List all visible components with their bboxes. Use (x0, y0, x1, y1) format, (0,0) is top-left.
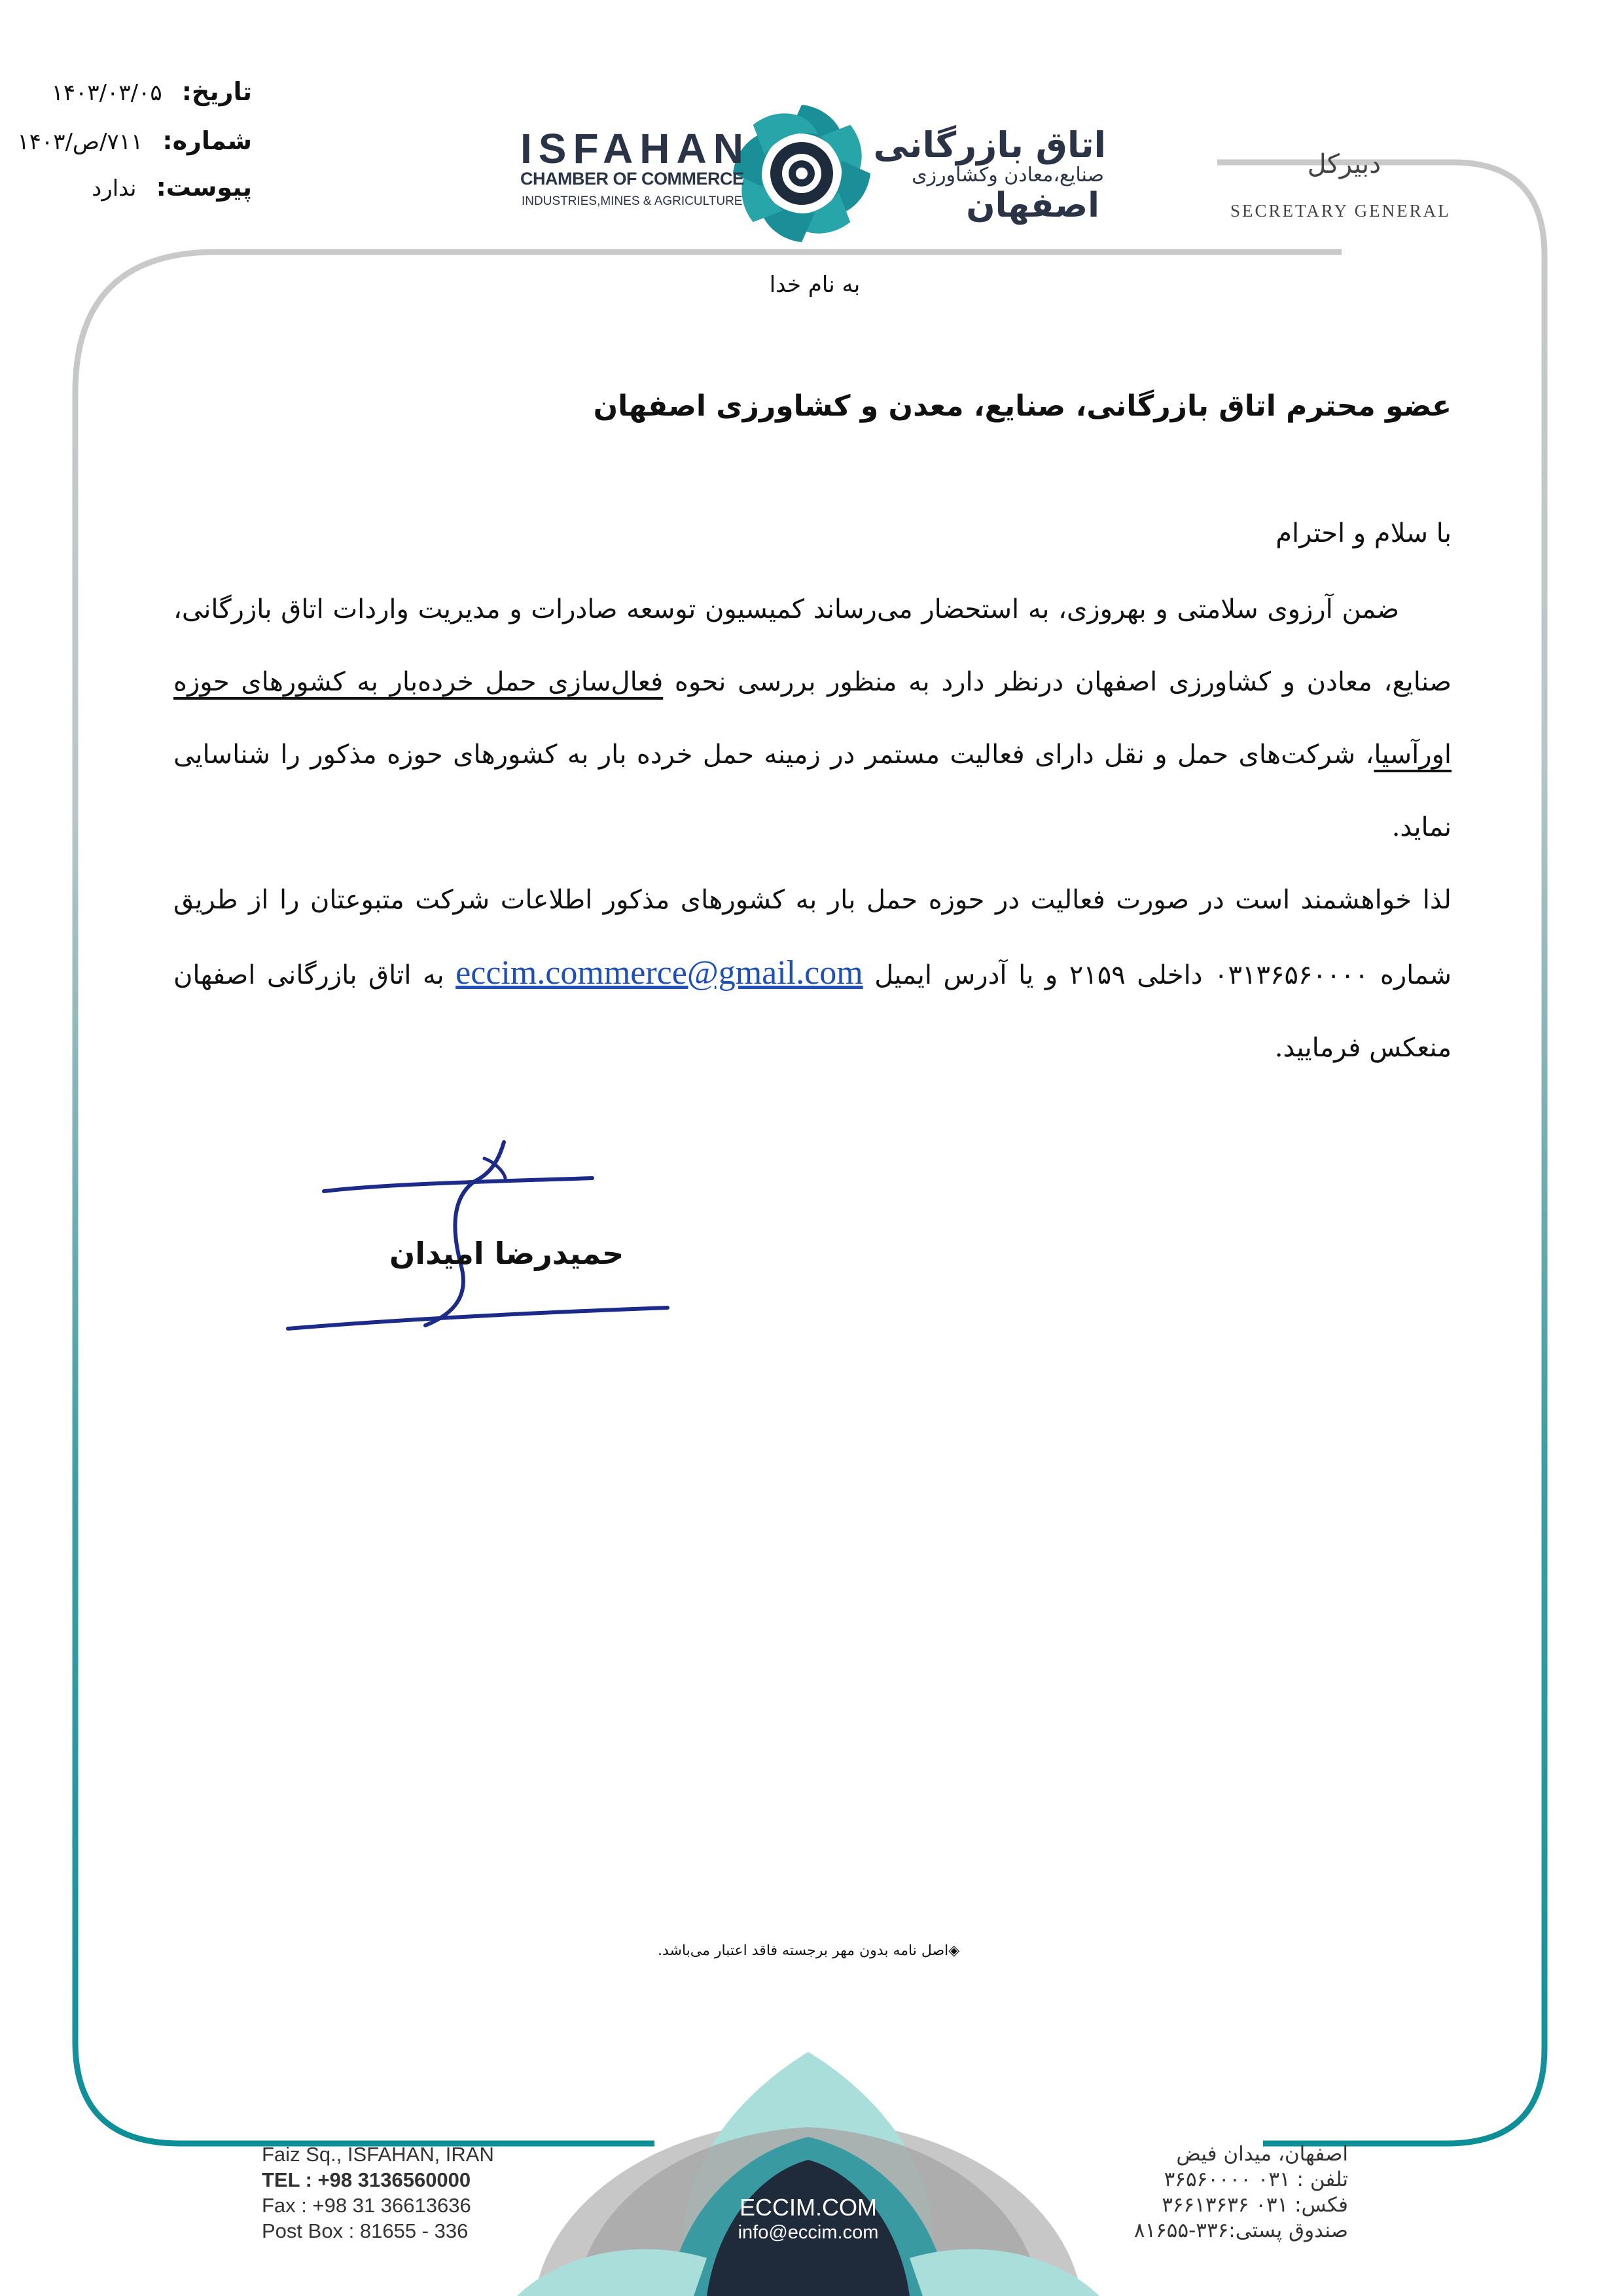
logo-en-line3: INDUSTRIES,MINES & AGRICULTURE (522, 194, 743, 208)
footer-fa-tel: تلفن : ۰۳۱ ۳۶۵۶۰۰۰۰ (1164, 2168, 1348, 2191)
footer-en-address: Faiz Sq., ISFAHAN, IRAN (262, 2143, 494, 2166)
footer-emblem (517, 2052, 1099, 2296)
logo-fa-line2: صنایع،معادن وکشاورزی (912, 164, 1104, 187)
frame-border-top-right (1217, 162, 1544, 2144)
office-fa: دبیرکل (1307, 149, 1381, 179)
footer-en-pobox: Post Box : 81655 - 336 (262, 2219, 469, 2242)
recipient-line: عضو محترم اتاق بازرگانی، صنایع، معدن و کشاورزی اصفهان (593, 389, 1452, 423)
date-row (52, 77, 252, 106)
basmala: به نام خدا (769, 272, 861, 298)
footer-fa-fax: فکس: ۰۳۱ ۳۶۶۱۳۶۳۶ (1162, 2193, 1348, 2217)
date-value: ۱۴۰۳/۰۳/۰۵ (51, 80, 162, 106)
attachment-value: ندارد (92, 175, 137, 202)
footer-en-contact (262, 2142, 494, 2244)
footer-fa-address: اصفهان، میدان فیض (1176, 2142, 1348, 2166)
number-value: ۷۱۱/ص/۱۴۰۳ (17, 129, 143, 155)
p1-text-a: ضمن آرزوی سلامتی و بهروزی، به استحضار می‌رساند کمیسیون توسعه صادرات و مدیریت واردات اتاق بازرگانی، صنایع، معادن و کشاورزی اصفهان درنظر دارد به منظور بررسی نحوه (173, 594, 1452, 697)
footer-site-email[interactable]: info@eccim.com (738, 2222, 879, 2243)
footer-en-tel: +98 3136560000 (317, 2168, 471, 2191)
number-label: شماره: (162, 126, 252, 155)
p2-text-a: لذا خواهشمند است در صورت فعالیت در حوزه حمل بار به کشورهای مذکور اطلاعات شرکت متبوعتان را از طریق شماره ۰۳۱۳۶۵۶۰۰۰۰ داخلی ۲۱۵۹ و یا آدرس ایمیل (173, 885, 1452, 990)
footer-website[interactable]: ECCIM.COM (740, 2194, 877, 2221)
frame-border-left (75, 252, 1342, 2144)
footer-fa-pobox: صندوق پستی:۳۳۶-۸۱۶۵۵ (1133, 2219, 1348, 2242)
attachment-row (92, 173, 252, 202)
number-row (17, 126, 252, 155)
p1-underlined: فعال‌سازی حمل خرده‌بار به کشورهای حوزه اورآسیا (173, 667, 1452, 770)
logo-fa-line3: اصفهان (966, 186, 1099, 225)
logo-en-line2: CHAMBER OF COMMERCE (520, 169, 744, 188)
footer-en-tel-label: TEL : (262, 2168, 318, 2191)
body-paragraph-2 (173, 864, 1452, 1085)
greeting: با سلام و احترام (1275, 518, 1452, 548)
footer-en-tel-row (262, 2167, 494, 2193)
date-label: تاریخ: (181, 77, 252, 106)
email-link[interactable]: eccim.commerce@gmail.com (455, 954, 863, 992)
office-en: SECRETARY GENERAL (1230, 201, 1451, 221)
logo-en-title: ISFAHAN (520, 125, 750, 172)
body-paragraph-1 (173, 573, 1452, 864)
p1-text-b: ، شرکت‌های حمل و نقل دارای فعالیت مستمر در زمینه حمل خرده بار به کشورهای حوزه مذکور را شناسایی نماید. (173, 740, 1452, 842)
logo-fa-line1: اتاق بازرگانی (873, 124, 1106, 166)
p2-text-b: به اتاق بازرگانی اصفهان منعکس فرمایید. (173, 960, 1452, 1063)
validity-note: ◈اصل نامه بدون مهر برجسته فاقد اعتبار می‌باشد. (658, 1943, 960, 1959)
chamber-logo-icon (724, 96, 880, 252)
attachment-label: پیوست: (156, 173, 252, 202)
signer-name: حمیدرضا امیدان (389, 1236, 624, 1271)
footer-fa-contact (1134, 2142, 1348, 2244)
footer-en-fax: Fax : +98 31 36613636 (262, 2194, 471, 2217)
